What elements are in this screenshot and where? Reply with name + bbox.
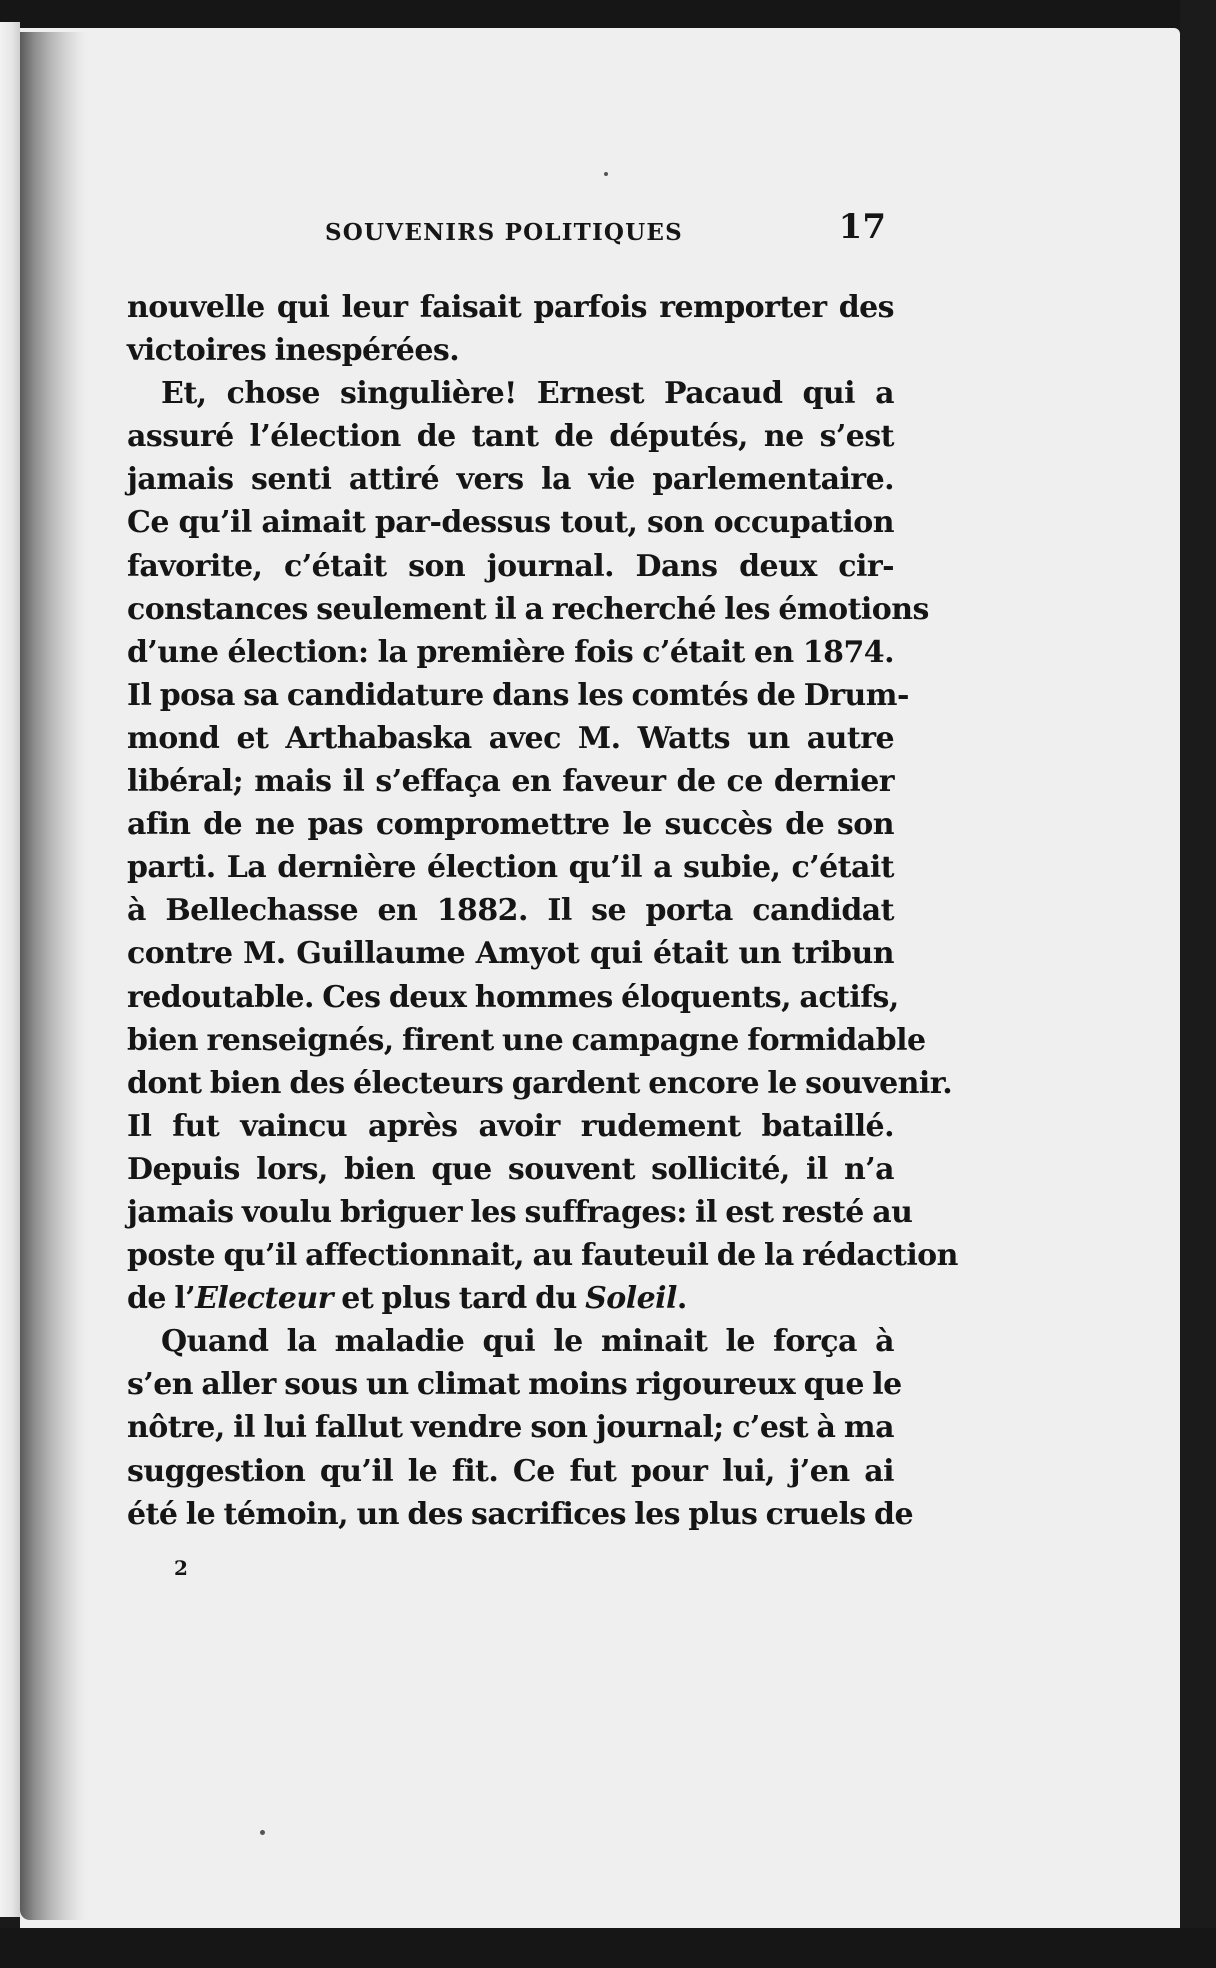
text-line: suggestion qu’il le fit. Ce fut pour lui, j’en ai (127, 1453, 894, 1489)
signature-mark: 2 (174, 1556, 188, 1580)
page-number: 17 (838, 207, 886, 247)
text-line-with-titles (127, 1277, 894, 1320)
text-line: s’en aller sous un climat moins rigoureux que le (127, 1367, 902, 1403)
text-line: à Bellechasse en 1882. Il se porta candidat (127, 893, 894, 929)
paper-speck (604, 172, 608, 176)
text-line: été le témoin, un des sacrifices les plus cruels de (127, 1496, 913, 1532)
text-line: jamais senti attiré vers la vie parlementaire. (127, 462, 894, 498)
text-line: Il fut vaincu après avoir rudement bataillé. (127, 1108, 894, 1144)
text-line: d’une élection: la première fois c’était en 1874. (127, 634, 894, 670)
text-line: afin de ne pas compromettre le succès de son (127, 807, 894, 843)
text-line: Ce qu’il aimait par-dessus tout, son occupation (127, 505, 894, 541)
italic-line-suffix: . (676, 1281, 687, 1317)
text-line: Quand la maladie qui le minait le força à (161, 1324, 894, 1360)
text-line: parti. La dernière élection qu’il a subie, c’était (127, 850, 894, 886)
italic-line-prefix: de l’ (127, 1281, 196, 1317)
text-line: contre M. Guillaume Amyot qui était un tribun (127, 936, 894, 972)
text-line: favorite, c’était son journal. Dans deux cir- (127, 548, 894, 584)
italic-line-middle: et plus tard du (332, 1281, 586, 1317)
scan-bottom-border (0, 1928, 1216, 1968)
running-title: SOUVENIRS POLITIQUES (325, 219, 683, 246)
text-line: Depuis lors, bien que souvent sollicité, il n’a (127, 1151, 894, 1187)
adjacent-page-edge (0, 22, 20, 1917)
text-line: poste qu’il affectionnait, au fauteuil de la rédaction (127, 1238, 958, 1274)
text-line: Et, chose singulière! Ernest Pacaud qui a (161, 376, 894, 412)
text-line: constances seulement il a recherché les émotions (127, 591, 929, 627)
body-text (127, 286, 958, 1536)
scan-top-border (0, 0, 1216, 28)
text-line: victoires inespérées. (127, 333, 460, 369)
scan-right-border (1180, 0, 1216, 1968)
text-line: jamais voulu briguer les suffrages: il est resté au (127, 1194, 913, 1230)
text-line: redoutable. Ces deux hommes éloquents, actifs, (127, 979, 899, 1015)
text-line: libéral; mais il s’effaça en faveur de ce dernier (127, 764, 894, 800)
running-head (127, 205, 894, 255)
newspaper-title-electeur: Electeur (195, 1281, 333, 1317)
text-line: dont bien des électeurs gardent encore le souvenir. (127, 1065, 953, 1101)
text-line: Il posa sa candidature dans les comtés de Drum- (127, 677, 909, 713)
text-line: nôtre, il lui fallut vendre son journal; c’est à ma (127, 1410, 894, 1446)
text-line: nouvelle qui leur faisait parfois remporter des (127, 290, 894, 325)
paper-speck (260, 1830, 265, 1835)
spine-gutter-shadow (20, 32, 86, 1920)
newspaper-title-soleil: Soleil (585, 1281, 677, 1317)
text-line: assuré l’élection de tant de députés, ne s’est (127, 419, 894, 455)
text-line: mond et Arthabaska avec M. Watts un autre (127, 720, 894, 756)
text-line: bien renseignés, firent une campagne formidable (127, 1022, 926, 1058)
